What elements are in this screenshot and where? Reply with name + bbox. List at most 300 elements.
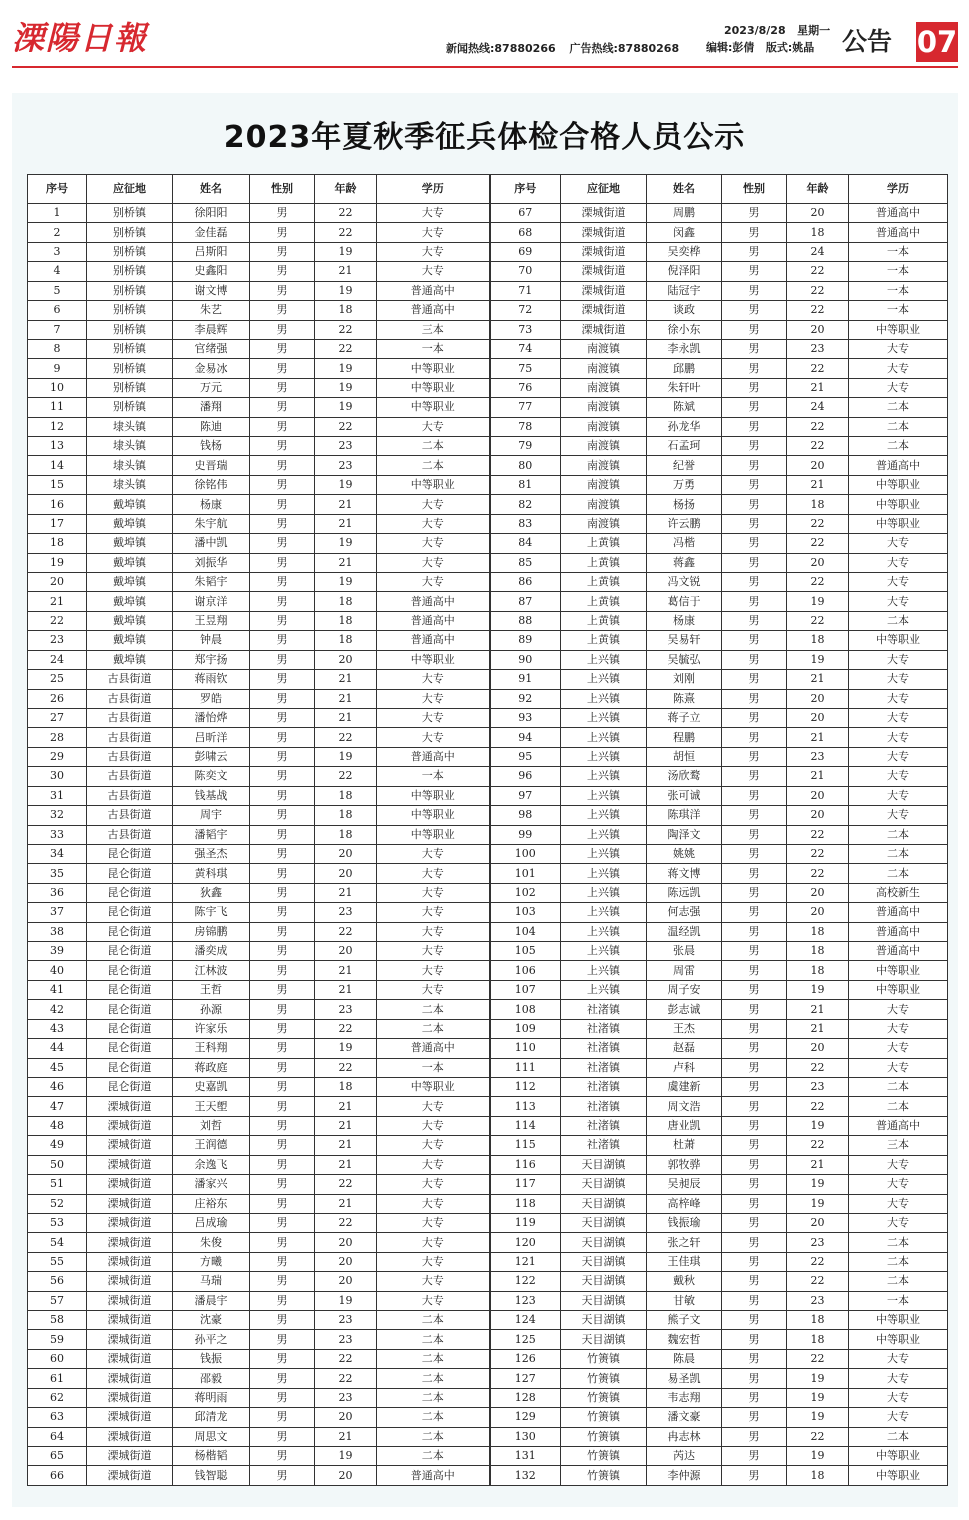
cell-seq: 112 (490, 1077, 561, 1096)
cell-seq: 19 (28, 553, 87, 572)
cell-name: 杨康 (647, 611, 722, 630)
cell-name: 潘韬宇 (173, 825, 250, 844)
cell-age: 19 (315, 398, 377, 417)
cell-town: 上兴镇 (561, 922, 647, 941)
cell-age: 20 (787, 204, 849, 223)
cell-name: 许云鹏 (647, 514, 722, 533)
cell-age: 19 (315, 573, 377, 592)
cell-name: 纪誉 (647, 456, 722, 475)
cell-seq: 77 (490, 398, 561, 417)
cell-seq: 4 (28, 262, 87, 281)
table-row (28, 747, 948, 766)
cell-age: 22 (787, 1058, 849, 1077)
cell-name: 冯文锐 (647, 573, 722, 592)
cell-town: 上兴镇 (561, 650, 647, 669)
cell-seq: 124 (490, 1311, 561, 1330)
cell-education: 中等职业 (849, 961, 948, 980)
cell-seq: 82 (490, 495, 561, 514)
cell-education: 中等职业 (377, 1077, 490, 1096)
editor-credit: 编辑:彭倩 (706, 41, 755, 54)
table-row (28, 1349, 948, 1368)
cell-gender: 男 (250, 922, 315, 941)
cell-education: 二本 (377, 1019, 490, 1038)
cell-seq: 130 (490, 1427, 561, 1446)
cell-town: 上兴镇 (561, 825, 647, 844)
cell-age: 23 (787, 1291, 849, 1310)
masthead-divider (12, 66, 958, 68)
cell-age: 23 (787, 1077, 849, 1096)
cell-town: 竹箦镇 (561, 1466, 647, 1486)
cell-education: 二本 (377, 1427, 490, 1446)
cell-seq: 81 (490, 475, 561, 494)
cell-education: 中等职业 (377, 786, 490, 805)
cell-gender: 男 (250, 1019, 315, 1038)
cell-name: 张可诚 (647, 786, 722, 805)
cell-name: 陈远凯 (647, 883, 722, 902)
cell-town: 昆仑街道 (87, 942, 173, 961)
cell-gender: 男 (250, 456, 315, 475)
cell-age: 18 (315, 825, 377, 844)
cell-age: 18 (315, 806, 377, 825)
cell-gender: 男 (722, 417, 787, 436)
cell-seq: 18 (28, 534, 87, 553)
cell-town: 溧城街道 (87, 1408, 173, 1427)
cell-name: 万元 (173, 378, 250, 397)
cell-age: 19 (787, 1388, 849, 1407)
cell-education: 二本 (849, 1427, 948, 1446)
cell-gender: 男 (722, 1272, 787, 1291)
cell-seq: 106 (490, 961, 561, 980)
cell-name: 闵鑫 (647, 223, 722, 242)
table-row (28, 1039, 948, 1058)
cell-gender: 男 (722, 1213, 787, 1232)
cell-town: 竹箦镇 (561, 1349, 647, 1368)
cell-education: 大专 (377, 1116, 490, 1135)
cell-name: 蒋鑫 (647, 553, 722, 572)
cell-gender: 男 (722, 242, 787, 261)
cell-age: 22 (787, 1136, 849, 1155)
cell-age: 19 (315, 281, 377, 300)
cell-gender: 男 (250, 1077, 315, 1096)
cell-seq: 48 (28, 1116, 87, 1135)
cell-education: 大专 (849, 592, 948, 611)
cell-gender: 男 (250, 670, 315, 689)
table-row (28, 980, 948, 999)
cell-town: 上黄镇 (561, 553, 647, 572)
cell-seq: 26 (28, 689, 87, 708)
table-row (28, 301, 948, 320)
cell-seq: 79 (490, 437, 561, 456)
cell-name: 蒋明雨 (173, 1388, 250, 1407)
cell-gender: 男 (250, 1291, 315, 1310)
table-row (28, 806, 948, 825)
cell-seq: 57 (28, 1291, 87, 1310)
cell-name: 刘刚 (647, 670, 722, 689)
cell-name: 徐小东 (647, 320, 722, 339)
table-row (28, 223, 948, 242)
header-town-left: 应征地 (87, 175, 173, 204)
cell-age: 22 (787, 417, 849, 436)
cell-education: 中等职业 (849, 1466, 948, 1486)
hotlines (446, 40, 689, 56)
cell-seq: 88 (490, 611, 561, 630)
cell-seq: 11 (28, 398, 87, 417)
cell-education: 中等职业 (377, 806, 490, 825)
cell-seq: 126 (490, 1349, 561, 1368)
cell-town: 社渚镇 (561, 1136, 647, 1155)
cell-gender: 男 (250, 980, 315, 999)
cell-age: 18 (787, 1311, 849, 1330)
cell-name: 沈豪 (173, 1311, 250, 1330)
cell-education: 二本 (377, 1408, 490, 1427)
cell-town: 溧城街道 (561, 262, 647, 281)
table-row (28, 1272, 948, 1291)
cell-gender: 男 (250, 1388, 315, 1407)
cell-seq: 65 (28, 1447, 87, 1466)
cell-name: 潘文豪 (647, 1408, 722, 1427)
cell-name: 吴奕桦 (647, 242, 722, 261)
table-row (28, 417, 948, 436)
cell-town: 溧城街道 (561, 223, 647, 242)
cell-gender: 男 (250, 1252, 315, 1271)
cell-name: 彭啸云 (173, 747, 250, 766)
cell-town: 南渡镇 (561, 514, 647, 533)
table-row (28, 1097, 948, 1116)
cell-seq: 128 (490, 1388, 561, 1407)
cell-seq: 129 (490, 1408, 561, 1427)
cell-gender: 男 (250, 961, 315, 980)
cell-education: 大专 (849, 650, 948, 669)
cell-education: 大专 (377, 417, 490, 436)
cell-age: 22 (315, 320, 377, 339)
cell-gender: 男 (250, 592, 315, 611)
cell-age: 22 (787, 262, 849, 281)
cell-age: 18 (787, 922, 849, 941)
cell-town: 上兴镇 (561, 942, 647, 961)
cell-seq: 131 (490, 1447, 561, 1466)
cell-age: 22 (787, 1252, 849, 1271)
cell-age: 20 (787, 320, 849, 339)
table-row (28, 767, 948, 786)
cell-gender: 男 (250, 864, 315, 883)
page-number: 07 (916, 22, 958, 62)
cell-town: 昆仑街道 (87, 1039, 173, 1058)
cell-education: 普通高中 (849, 942, 948, 961)
cell-seq: 84 (490, 534, 561, 553)
cell-gender: 男 (250, 534, 315, 553)
cell-gender: 男 (250, 378, 315, 397)
issue-weekday: 星期一 (797, 24, 831, 37)
cell-age: 20 (315, 650, 377, 669)
cell-town: 溧城街道 (87, 1272, 173, 1291)
cell-seq: 52 (28, 1194, 87, 1213)
cell-education: 大专 (377, 1155, 490, 1174)
cell-town: 上兴镇 (561, 844, 647, 863)
cell-gender: 男 (250, 747, 315, 766)
cell-town: 溧城街道 (561, 204, 647, 223)
cell-town: 别桥镇 (87, 378, 173, 397)
cell-town: 戴埠镇 (87, 573, 173, 592)
cell-gender: 男 (250, 437, 315, 456)
cell-seq: 74 (490, 339, 561, 358)
cell-education: 大专 (377, 903, 490, 922)
cell-name: 易圣凯 (647, 1369, 722, 1388)
table-row (28, 437, 948, 456)
cell-gender: 男 (722, 747, 787, 766)
cell-name: 潘翔 (173, 398, 250, 417)
cell-age: 18 (787, 1466, 849, 1486)
cell-town: 古县街道 (87, 825, 173, 844)
cell-town: 昆仑街道 (87, 844, 173, 863)
cell-name: 陈迪 (173, 417, 250, 436)
cell-seq: 55 (28, 1252, 87, 1271)
cell-name: 芮达 (647, 1447, 722, 1466)
cell-education: 中等职业 (849, 1311, 948, 1330)
cell-seq: 69 (490, 242, 561, 261)
cell-name: 朱轩叶 (647, 378, 722, 397)
cell-gender: 男 (722, 339, 787, 358)
cell-name: 钱杨 (173, 437, 250, 456)
cell-town: 南渡镇 (561, 437, 647, 456)
cell-seq: 41 (28, 980, 87, 999)
cell-seq: 123 (490, 1291, 561, 1310)
cell-name: 王天塱 (173, 1097, 250, 1116)
cell-seq: 78 (490, 417, 561, 436)
cell-gender: 男 (722, 1175, 787, 1194)
cell-education: 大专 (377, 922, 490, 941)
cell-education: 普通高中 (849, 903, 948, 922)
table-row (28, 1408, 948, 1427)
cell-name: 陈宇飞 (173, 903, 250, 922)
cell-education: 大专 (377, 204, 490, 223)
cell-town: 天目湖镇 (561, 1155, 647, 1174)
cell-gender: 男 (250, 1272, 315, 1291)
cell-education: 中等职业 (849, 1447, 948, 1466)
cell-town: 南渡镇 (561, 359, 647, 378)
cell-town: 古县街道 (87, 689, 173, 708)
cell-gender: 男 (722, 592, 787, 611)
cell-seq: 31 (28, 786, 87, 805)
cell-town: 溧城街道 (561, 242, 647, 261)
masthead (0, 0, 969, 68)
cell-name: 冯楷 (647, 534, 722, 553)
cell-age: 18 (787, 495, 849, 514)
cell-seq: 70 (490, 262, 561, 281)
cell-name: 朱韬宇 (173, 573, 250, 592)
cell-education: 大专 (377, 1175, 490, 1194)
table-row (28, 631, 948, 650)
cell-education: 二本 (849, 611, 948, 630)
cell-name: 方曦 (173, 1252, 250, 1271)
cell-education: 普通高中 (377, 1039, 490, 1058)
cell-education: 大专 (377, 844, 490, 863)
cell-name: 刘振华 (173, 553, 250, 572)
table-row (28, 1058, 948, 1077)
cell-education: 大专 (377, 961, 490, 980)
cell-education: 中等职业 (377, 650, 490, 669)
cell-name: 陈琪洋 (647, 806, 722, 825)
cell-name: 朱俊 (173, 1233, 250, 1252)
cell-education: 大专 (849, 728, 948, 747)
cell-gender: 男 (250, 1447, 315, 1466)
cell-gender: 男 (722, 281, 787, 300)
cell-seq: 114 (490, 1116, 561, 1135)
cell-name: 王科翔 (173, 1039, 250, 1058)
cell-name: 陈奕文 (173, 767, 250, 786)
cell-gender: 男 (722, 398, 787, 417)
notice-title: 2023年夏秋季征兵体检合格人员公示 (223, 120, 746, 155)
cell-name: 刘哲 (173, 1116, 250, 1135)
cell-name: 冉志林 (647, 1427, 722, 1446)
table-row (28, 1291, 948, 1310)
cell-seq: 111 (490, 1058, 561, 1077)
cell-education: 大专 (849, 1039, 948, 1058)
cell-town: 上黄镇 (561, 592, 647, 611)
cell-gender: 男 (722, 825, 787, 844)
cell-seq: 103 (490, 903, 561, 922)
cell-age: 20 (315, 1408, 377, 1427)
cell-gender: 男 (722, 903, 787, 922)
cell-name: 郭牧骅 (647, 1155, 722, 1174)
cell-town: 溧城街道 (87, 1233, 173, 1252)
cell-seq: 54 (28, 1233, 87, 1252)
cell-age: 21 (315, 553, 377, 572)
cell-town: 上兴镇 (561, 670, 647, 689)
cell-name: 虞建新 (647, 1077, 722, 1096)
cell-age: 20 (315, 1466, 377, 1486)
cell-gender: 男 (722, 1349, 787, 1368)
cell-gender: 男 (722, 806, 787, 825)
cell-town: 南渡镇 (561, 456, 647, 475)
table-row (28, 1427, 948, 1446)
cell-education: 大专 (849, 534, 948, 553)
cell-gender: 男 (250, 573, 315, 592)
header-age-left: 年龄 (315, 175, 377, 204)
cell-name: 王杰 (647, 1019, 722, 1038)
cell-name: 徐铭伟 (173, 475, 250, 494)
cell-education: 普通高中 (849, 922, 948, 941)
table-row (28, 922, 948, 941)
cell-education: 大专 (377, 1272, 490, 1291)
table-row (28, 378, 948, 397)
cell-gender: 男 (722, 320, 787, 339)
cell-name: 卢科 (647, 1058, 722, 1077)
cell-name: 许家乐 (173, 1019, 250, 1038)
cell-name: 潘怡烨 (173, 708, 250, 727)
cell-education: 二本 (377, 1349, 490, 1368)
cell-name: 张之轩 (647, 1233, 722, 1252)
cell-town: 别桥镇 (87, 223, 173, 242)
cell-age: 19 (787, 1408, 849, 1427)
cell-education: 大专 (377, 514, 490, 533)
cell-education: 二本 (849, 844, 948, 863)
cell-age: 19 (787, 1116, 849, 1135)
cell-gender: 男 (722, 631, 787, 650)
cell-name: 吴易轩 (647, 631, 722, 650)
cell-gender: 男 (250, 1039, 315, 1058)
cell-town: 溧城街道 (87, 1330, 173, 1349)
cell-name: 王哲 (173, 980, 250, 999)
cell-name: 周思文 (173, 1427, 250, 1446)
table-row (28, 553, 948, 572)
cell-education: 大专 (849, 339, 948, 358)
table-row (28, 1000, 948, 1019)
cell-gender: 男 (722, 534, 787, 553)
header-seq-left: 序号 (28, 175, 87, 204)
cell-gender: 男 (250, 223, 315, 242)
cell-education: 二本 (377, 1447, 490, 1466)
cell-gender: 男 (722, 1427, 787, 1446)
cell-seq: 99 (490, 825, 561, 844)
cell-town: 昆仑街道 (87, 1000, 173, 1019)
cell-gender: 男 (722, 650, 787, 669)
cell-gender: 男 (250, 320, 315, 339)
cell-gender: 男 (722, 1019, 787, 1038)
cell-age: 19 (315, 1039, 377, 1058)
cell-name: 郑宇扬 (173, 650, 250, 669)
cell-seq: 46 (28, 1077, 87, 1096)
table-row (28, 495, 948, 514)
cell-age: 20 (787, 1213, 849, 1232)
cell-age: 19 (315, 378, 377, 397)
cell-education: 一本 (849, 242, 948, 261)
table-row (28, 1369, 948, 1388)
cell-town: 上兴镇 (561, 786, 647, 805)
cell-gender: 男 (722, 514, 787, 533)
cell-education: 一本 (849, 262, 948, 281)
table-row (28, 592, 948, 611)
cell-town: 上黄镇 (561, 631, 647, 650)
cell-age: 22 (315, 223, 377, 242)
cell-town: 戴埠镇 (87, 495, 173, 514)
cell-seq: 87 (490, 592, 561, 611)
cell-education: 大专 (849, 708, 948, 727)
cell-seq: 28 (28, 728, 87, 747)
cell-name: 钱振 (173, 1349, 250, 1368)
cell-town: 天目湖镇 (561, 1233, 647, 1252)
cell-seq: 107 (490, 980, 561, 999)
cell-education: 普通高中 (849, 1116, 948, 1135)
cell-age: 18 (787, 631, 849, 650)
cell-gender: 男 (722, 1136, 787, 1155)
cell-age: 22 (315, 1175, 377, 1194)
cell-gender: 男 (722, 1408, 787, 1427)
cell-seq: 80 (490, 456, 561, 475)
cell-education: 二本 (377, 1000, 490, 1019)
cell-seq: 62 (28, 1388, 87, 1407)
cell-age: 20 (315, 844, 377, 863)
cell-seq: 16 (28, 495, 87, 514)
cell-seq: 37 (28, 903, 87, 922)
cell-age: 21 (787, 1019, 849, 1038)
cell-name: 陈斌 (647, 398, 722, 417)
cell-education: 大专 (849, 1349, 948, 1368)
cell-gender: 男 (722, 1330, 787, 1349)
cell-seq: 56 (28, 1272, 87, 1291)
cell-gender: 男 (722, 204, 787, 223)
cell-age: 19 (315, 359, 377, 378)
cell-seq: 100 (490, 844, 561, 863)
table-row (28, 1330, 948, 1349)
cell-town: 溧城街道 (87, 1388, 173, 1407)
table-row (28, 1116, 948, 1135)
cell-seq: 121 (490, 1252, 561, 1271)
cell-gender: 男 (250, 1349, 315, 1368)
cell-education: 中等职业 (377, 475, 490, 494)
cell-gender: 男 (722, 1155, 787, 1174)
cell-education: 大专 (849, 747, 948, 766)
cell-seq: 71 (490, 281, 561, 300)
